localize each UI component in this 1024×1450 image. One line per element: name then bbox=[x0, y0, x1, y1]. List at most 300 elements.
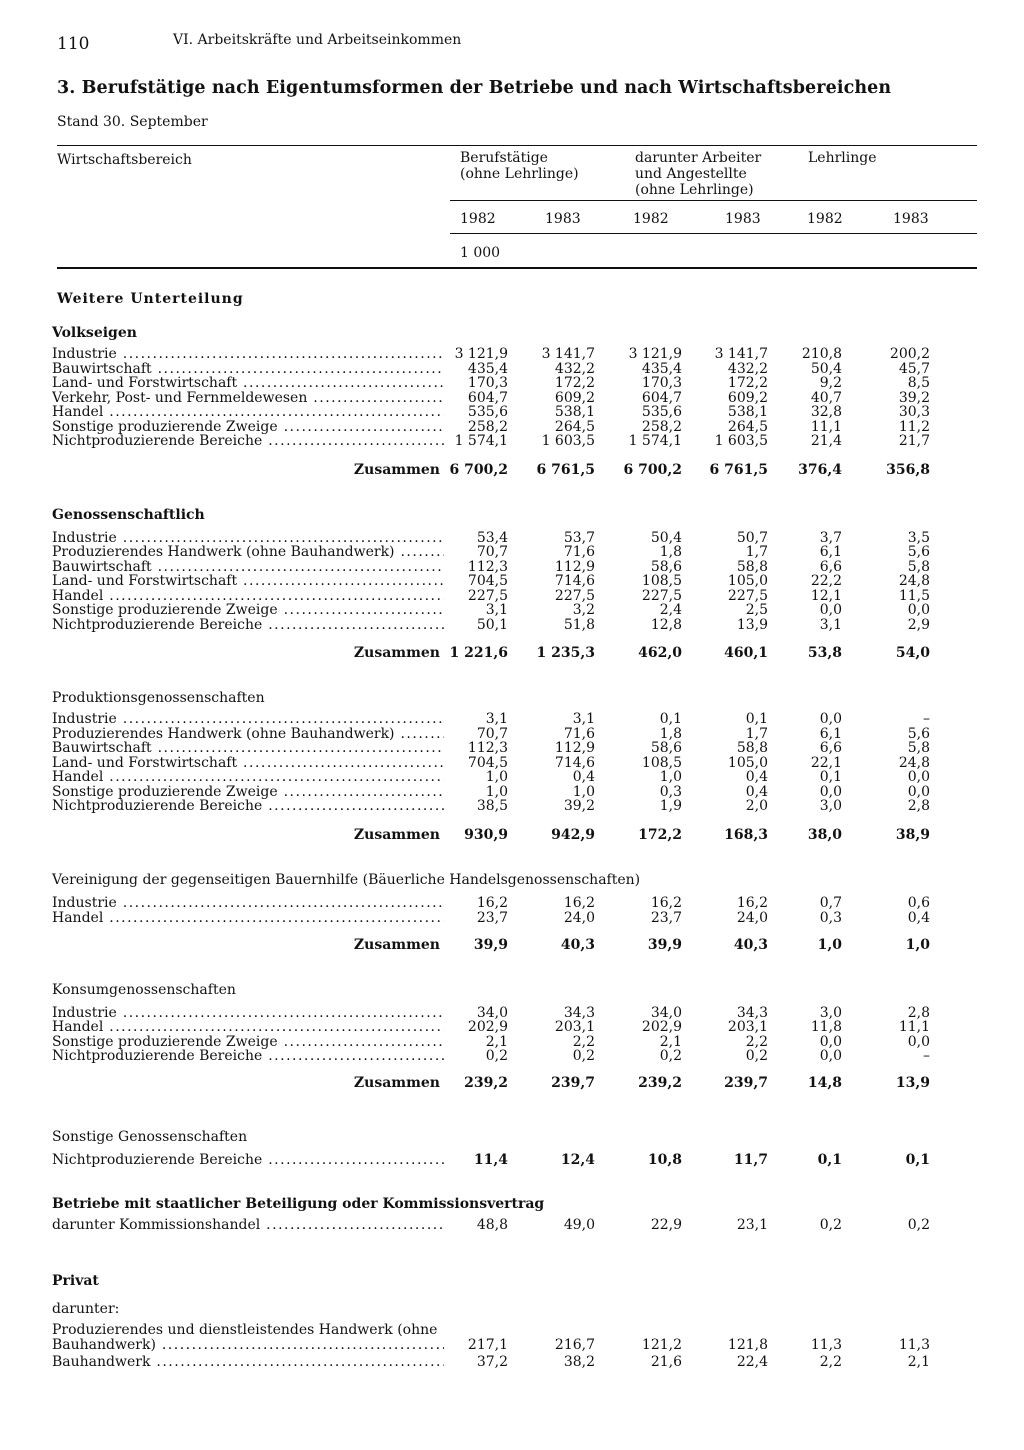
total-value: 239,7 bbox=[724, 1075, 768, 1091]
cell-value: 11,7 bbox=[733, 1152, 768, 1168]
section-title: Betriebe mit staatlicher Beteiligung oder Kommissionsvertrag bbox=[52, 1196, 545, 1212]
cell-value: 1,0 bbox=[485, 769, 508, 785]
cell-value: 58,6 bbox=[650, 740, 682, 756]
section-title: Konsumgenossenschaften bbox=[52, 982, 236, 998]
cell-value: 1 574,1 bbox=[454, 433, 508, 449]
cell-value: 5,8 bbox=[907, 559, 930, 575]
table-row bbox=[0, 531, 1024, 546]
row-label: Produzierendes Handwerk (ohne Bauhandwerk) ..... bbox=[52, 545, 444, 560]
cell-value: – bbox=[923, 1048, 930, 1064]
cell-value: 538,1 bbox=[554, 404, 595, 420]
cell-value: 112,3 bbox=[467, 740, 508, 756]
cell-value: 6,1 bbox=[819, 544, 842, 560]
table-row bbox=[0, 405, 1024, 420]
cell-value: 38,5 bbox=[476, 798, 508, 814]
cell-value: 24,8 bbox=[898, 573, 930, 589]
cell-value: 172,2 bbox=[727, 375, 768, 391]
table-row bbox=[0, 1323, 1024, 1353]
table-row bbox=[0, 434, 1024, 449]
cell-value: 21,7 bbox=[898, 433, 930, 449]
year-header: 1982 bbox=[460, 211, 496, 227]
total-label: Zusammen bbox=[353, 828, 440, 843]
cell-value: 0,4 bbox=[745, 769, 768, 785]
row-label: Produzierendes Handwerk (ohne Bauhandwerk) ..... bbox=[52, 727, 444, 742]
table-row bbox=[0, 1006, 1024, 1021]
cell-value: 264,5 bbox=[554, 419, 595, 435]
cell-value: 2,9 bbox=[907, 617, 930, 633]
cell-value: 45,7 bbox=[898, 361, 930, 377]
row-label: Industrie ..... bbox=[52, 347, 444, 362]
table-row bbox=[0, 1153, 1024, 1168]
row-label: Bauwirtschaft ..... bbox=[52, 560, 444, 575]
cell-value: 16,2 bbox=[476, 895, 508, 911]
row-label-line1: Produzierendes und dienstleistendes Handwerk (ohne bbox=[52, 1323, 438, 1338]
cell-value: 210,8 bbox=[801, 346, 842, 362]
cell-value: 202,9 bbox=[641, 1019, 682, 1035]
total-value: 172,2 bbox=[638, 827, 682, 843]
col-label-header: Wirtschaftsbereich bbox=[57, 152, 192, 168]
row-label: Bauwirtschaft ..... bbox=[52, 362, 444, 377]
cell-value: 0,0 bbox=[907, 769, 930, 785]
cell-value: 535,6 bbox=[467, 404, 508, 420]
total-row bbox=[0, 828, 1024, 843]
cell-value: 202,9 bbox=[467, 1019, 508, 1035]
section-title: Produktionsgenossenschaften bbox=[52, 690, 265, 706]
cell-value: 217,1 bbox=[467, 1337, 508, 1353]
cell-value: 0,2 bbox=[572, 1048, 595, 1064]
cell-value: 609,2 bbox=[727, 390, 768, 406]
cell-value: 2,1 bbox=[485, 1034, 508, 1050]
cell-value: 2,8 bbox=[907, 798, 930, 814]
group2-header bbox=[635, 150, 761, 198]
cell-value: 11,2 bbox=[898, 419, 930, 435]
years-bottom-rule bbox=[450, 233, 977, 234]
total-value: 462,0 bbox=[638, 645, 682, 661]
cell-value: 203,1 bbox=[727, 1019, 768, 1035]
cell-value: 24,0 bbox=[563, 910, 595, 926]
table-row bbox=[0, 756, 1024, 771]
row-label: Handel ..... bbox=[52, 405, 444, 420]
group2-line3: (ohne Lehrlinge) bbox=[635, 182, 754, 198]
cell-value: 432,2 bbox=[554, 361, 595, 377]
cell-value: 0,7 bbox=[819, 895, 842, 911]
cell-value: 0,1 bbox=[745, 711, 768, 727]
cell-value: 6,6 bbox=[819, 559, 842, 575]
cell-value: 3,0 bbox=[819, 1005, 842, 1021]
cell-value: 0,6 bbox=[907, 895, 930, 911]
section-title: Volkseigen bbox=[52, 325, 137, 341]
cell-value: 21,6 bbox=[650, 1354, 682, 1370]
cell-value: 0,0 bbox=[907, 602, 930, 618]
section-subtitle: darunter: bbox=[52, 1301, 120, 1317]
cell-value: 0,0 bbox=[819, 1048, 842, 1064]
cell-value: 58,8 bbox=[736, 559, 768, 575]
cell-value: 0,0 bbox=[907, 784, 930, 800]
cell-value: 50,1 bbox=[476, 617, 508, 633]
cell-value: 0,2 bbox=[659, 1048, 682, 1064]
total-value: 54,0 bbox=[895, 645, 930, 661]
total-value: 53,8 bbox=[807, 645, 842, 661]
total-value: 6 761,5 bbox=[709, 462, 768, 478]
row-label: Land- und Forstwirtschaft ..... bbox=[52, 376, 444, 391]
cell-value: 3,5 bbox=[907, 530, 930, 546]
total-value: 40,3 bbox=[560, 937, 595, 953]
cell-value: 70,7 bbox=[476, 544, 508, 560]
cell-value: 58,8 bbox=[736, 740, 768, 756]
row-label: Industrie ..... bbox=[52, 896, 444, 911]
section-title: Weitere Unterteilung bbox=[57, 291, 244, 307]
table-row bbox=[0, 727, 1024, 742]
year-header: 1982 bbox=[633, 211, 669, 227]
cell-value: 50,4 bbox=[810, 361, 842, 377]
cell-value: 12,8 bbox=[650, 617, 682, 633]
cell-value: 704,5 bbox=[467, 573, 508, 589]
cell-value: 51,8 bbox=[563, 617, 595, 633]
total-value: 376,4 bbox=[798, 462, 842, 478]
row-label: Sonstige produzierende Zweige ..... bbox=[52, 420, 444, 435]
table-row bbox=[0, 545, 1024, 560]
row-label: Nichtproduzierende Bereiche ..... bbox=[52, 799, 444, 814]
cell-value: 1,8 bbox=[659, 544, 682, 560]
cell-value: 1 603,5 bbox=[714, 433, 768, 449]
year-header: 1983 bbox=[545, 211, 581, 227]
cell-value: 5,6 bbox=[907, 544, 930, 560]
cell-value: 0,1 bbox=[819, 769, 842, 785]
cell-value: 16,2 bbox=[650, 895, 682, 911]
cell-value: 105,0 bbox=[727, 755, 768, 771]
cell-value: 22,2 bbox=[810, 573, 842, 589]
cell-value: 121,8 bbox=[727, 1337, 768, 1353]
cell-value: 227,5 bbox=[641, 588, 682, 604]
cell-value: 9,2 bbox=[819, 375, 842, 391]
total-value: 40,3 bbox=[733, 937, 768, 953]
cell-value: 6,6 bbox=[819, 740, 842, 756]
table-row bbox=[0, 1020, 1024, 1035]
table-row bbox=[0, 741, 1024, 756]
cell-value: 2,4 bbox=[659, 602, 682, 618]
cell-value: 13,9 bbox=[736, 617, 768, 633]
cell-value: 6,1 bbox=[819, 726, 842, 742]
cell-value: 37,2 bbox=[476, 1354, 508, 1370]
total-value: 1,0 bbox=[817, 937, 842, 953]
cell-value: 1,0 bbox=[485, 784, 508, 800]
cell-value: 1,8 bbox=[659, 726, 682, 742]
cell-value: 0,1 bbox=[905, 1152, 930, 1168]
total-value: 6 761,5 bbox=[536, 462, 595, 478]
cell-value: 0,2 bbox=[485, 1048, 508, 1064]
cell-value: 264,5 bbox=[727, 419, 768, 435]
cell-value: 203,1 bbox=[554, 1019, 595, 1035]
section-title: Genossenschaftlich bbox=[52, 507, 205, 523]
table-row bbox=[0, 1218, 1024, 1233]
cell-value: 3 141,7 bbox=[714, 346, 768, 362]
row-label: Handel ..... bbox=[52, 911, 444, 926]
header-bottom-rule bbox=[57, 267, 977, 269]
cell-value: 3,1 bbox=[485, 711, 508, 727]
row-label: Nichtproduzierende Bereiche ..... bbox=[52, 1049, 444, 1064]
cell-value: 50,4 bbox=[650, 530, 682, 546]
table-row bbox=[0, 799, 1024, 814]
cell-value: 0,2 bbox=[745, 1048, 768, 1064]
cell-value: 70,7 bbox=[476, 726, 508, 742]
cell-value: 1 574,1 bbox=[628, 433, 682, 449]
total-value: 6 700,2 bbox=[623, 462, 682, 478]
years-top-rule bbox=[450, 200, 977, 201]
table-row bbox=[0, 1049, 1024, 1064]
cell-value: 432,2 bbox=[727, 361, 768, 377]
cell-value: 2,5 bbox=[745, 602, 768, 618]
cell-value: 3 121,9 bbox=[628, 346, 682, 362]
cell-value: 39,2 bbox=[563, 798, 595, 814]
cell-value: 48,8 bbox=[476, 1217, 508, 1233]
cell-value: 1,0 bbox=[659, 769, 682, 785]
table-row bbox=[0, 589, 1024, 604]
cell-value: 535,6 bbox=[641, 404, 682, 420]
table-row bbox=[0, 785, 1024, 800]
table-row bbox=[0, 911, 1024, 926]
row-label: Land- und Forstwirtschaft ..... bbox=[52, 574, 444, 589]
cell-value: 3,2 bbox=[572, 602, 595, 618]
total-label: Zusammen bbox=[353, 1076, 440, 1091]
cell-value: 11,5 bbox=[898, 588, 930, 604]
cell-value: 714,6 bbox=[554, 755, 595, 771]
cell-value: 11,4 bbox=[473, 1152, 508, 1168]
cell-value: 50,7 bbox=[736, 530, 768, 546]
cell-value: 0,3 bbox=[819, 910, 842, 926]
cell-value: 23,1 bbox=[736, 1217, 768, 1233]
cell-value: 227,5 bbox=[727, 588, 768, 604]
total-value: 239,7 bbox=[551, 1075, 595, 1091]
row-label: darunter Kommissionshandel ..... bbox=[52, 1218, 444, 1233]
cell-value: 0,0 bbox=[819, 784, 842, 800]
cell-value: 8,5 bbox=[907, 375, 930, 391]
cell-value: 3 121,9 bbox=[454, 346, 508, 362]
cell-value: 30,3 bbox=[898, 404, 930, 420]
cell-value: 2,1 bbox=[659, 1034, 682, 1050]
year-header: 1983 bbox=[725, 211, 761, 227]
cell-value: 58,6 bbox=[650, 559, 682, 575]
total-value: 460,1 bbox=[724, 645, 768, 661]
cell-value: 22,1 bbox=[810, 755, 842, 771]
row-label: Handel ..... bbox=[52, 770, 444, 785]
cell-value: 172,2 bbox=[554, 375, 595, 391]
table-row bbox=[0, 391, 1024, 406]
cell-value: 2,2 bbox=[572, 1034, 595, 1050]
table-row bbox=[0, 1355, 1024, 1370]
row-label: Nichtproduzierende Bereiche ..... bbox=[52, 618, 444, 633]
table-row bbox=[0, 362, 1024, 377]
row-label: Bauhandwerk) ..... bbox=[52, 1338, 444, 1353]
cell-value: 49,0 bbox=[563, 1217, 595, 1233]
cell-value: 11,1 bbox=[810, 419, 842, 435]
cell-value: 704,5 bbox=[467, 755, 508, 771]
cell-value: 34,0 bbox=[650, 1005, 682, 1021]
cell-value: 1,0 bbox=[572, 784, 595, 800]
cell-value: 0,1 bbox=[659, 711, 682, 727]
total-value: 239,2 bbox=[638, 1075, 682, 1091]
total-value: 39,9 bbox=[473, 937, 508, 953]
cell-value: 121,2 bbox=[641, 1337, 682, 1353]
cell-value: 11,8 bbox=[810, 1019, 842, 1035]
cell-value: 1 603,5 bbox=[541, 433, 595, 449]
cell-value: 38,2 bbox=[563, 1354, 595, 1370]
group3-header: Lehrlinge bbox=[808, 150, 877, 166]
cell-value: 0,2 bbox=[907, 1217, 930, 1233]
cell-value: – bbox=[923, 711, 930, 727]
cell-value: 11,1 bbox=[898, 1019, 930, 1035]
cell-value: 0,4 bbox=[572, 769, 595, 785]
cell-value: 0,4 bbox=[745, 784, 768, 800]
cell-value: 105,0 bbox=[727, 573, 768, 589]
cell-value: 227,5 bbox=[467, 588, 508, 604]
cell-value: 0,0 bbox=[819, 711, 842, 727]
table-row bbox=[0, 618, 1024, 633]
cell-value: 0,0 bbox=[907, 1034, 930, 1050]
total-row bbox=[0, 463, 1024, 478]
cell-value: 112,9 bbox=[554, 740, 595, 756]
cell-value: 39,2 bbox=[898, 390, 930, 406]
cell-value: 21,4 bbox=[810, 433, 842, 449]
table-row bbox=[0, 574, 1024, 589]
chapter-title: VI. Arbeitskräfte und Arbeitseinkommen bbox=[173, 32, 462, 48]
cell-value: 12,1 bbox=[810, 588, 842, 604]
cell-value: 3,1 bbox=[572, 711, 595, 727]
section-title: Sonstige Genossenschaften bbox=[52, 1129, 248, 1145]
total-value: 356,8 bbox=[886, 462, 930, 478]
total-label: Zusammen bbox=[353, 463, 440, 478]
cell-value: 1,7 bbox=[745, 544, 768, 560]
total-row bbox=[0, 938, 1024, 953]
cell-value: 435,4 bbox=[641, 361, 682, 377]
cell-value: 3,0 bbox=[819, 798, 842, 814]
row-label: Nichtproduzierende Bereiche ..... bbox=[52, 1153, 444, 1168]
table-row bbox=[0, 347, 1024, 362]
cell-value: 0,4 bbox=[907, 910, 930, 926]
cell-value: 34,3 bbox=[563, 1005, 595, 1021]
total-value: 1,0 bbox=[905, 937, 930, 953]
total-value: 14,8 bbox=[807, 1075, 842, 1091]
cell-value: 1,9 bbox=[659, 798, 682, 814]
cell-value: 604,7 bbox=[467, 390, 508, 406]
cell-value: 3,1 bbox=[485, 602, 508, 618]
section-title: Vereinigung der gegenseitigen Bauernhilfe (Bäuerliche Handelsgenossenschaften) bbox=[52, 872, 641, 888]
row-label: Verkehr, Post- und Fernmeldewesen ..... bbox=[52, 391, 444, 406]
cell-value: 2,0 bbox=[745, 798, 768, 814]
table-row bbox=[0, 560, 1024, 575]
total-value: 6 700,2 bbox=[449, 462, 508, 478]
table-row bbox=[0, 420, 1024, 435]
cell-value: 2,2 bbox=[745, 1034, 768, 1050]
total-value: 38,9 bbox=[895, 827, 930, 843]
cell-value: 53,4 bbox=[476, 530, 508, 546]
table-row bbox=[0, 603, 1024, 618]
group1-line2: (ohne Lehrlinge) bbox=[460, 166, 579, 182]
row-label: Bauhandwerk ..... bbox=[52, 1355, 444, 1370]
total-value: 39,9 bbox=[647, 937, 682, 953]
group2-line1: darunter Arbeiter bbox=[635, 150, 762, 166]
row-label: Nichtproduzierende Bereiche ..... bbox=[52, 434, 444, 449]
cell-value: 2,2 bbox=[819, 1354, 842, 1370]
cell-value: 71,6 bbox=[563, 544, 595, 560]
row-label: Industrie ..... bbox=[52, 531, 444, 546]
total-value: 930,9 bbox=[464, 827, 508, 843]
cell-value: 216,7 bbox=[554, 1337, 595, 1353]
row-label: Industrie ..... bbox=[52, 1006, 444, 1021]
cell-value: 108,5 bbox=[641, 573, 682, 589]
cell-value: 34,3 bbox=[736, 1005, 768, 1021]
cell-value: 32,8 bbox=[810, 404, 842, 420]
total-value: 239,2 bbox=[464, 1075, 508, 1091]
cell-value: 0,0 bbox=[819, 602, 842, 618]
table-title: 3. Berufstätige nach Eigentumsformen der Betriebe und nach Wirtschaftsbereichen bbox=[57, 78, 892, 98]
cell-value: 5,6 bbox=[907, 726, 930, 742]
total-label: Zusammen bbox=[353, 646, 440, 661]
cell-value: 200,2 bbox=[889, 346, 930, 362]
cell-value: 11,3 bbox=[898, 1337, 930, 1353]
row-label: Bauwirtschaft ..... bbox=[52, 741, 444, 756]
cell-value: 10,8 bbox=[647, 1152, 682, 1168]
total-label: Zusammen bbox=[353, 938, 440, 953]
table-row bbox=[0, 770, 1024, 785]
cell-value: 2,8 bbox=[907, 1005, 930, 1021]
cell-value: 435,4 bbox=[467, 361, 508, 377]
cell-value: 538,1 bbox=[727, 404, 768, 420]
total-value: 38,0 bbox=[807, 827, 842, 843]
cell-value: 34,0 bbox=[476, 1005, 508, 1021]
page-number: 110 bbox=[57, 34, 90, 54]
group1-line1: Berufstätige bbox=[460, 150, 548, 166]
total-row bbox=[0, 1076, 1024, 1091]
cell-value: 2,1 bbox=[907, 1354, 930, 1370]
total-value: 168,3 bbox=[724, 827, 768, 843]
cell-value: 112,9 bbox=[554, 559, 595, 575]
cell-value: 0,2 bbox=[819, 1217, 842, 1233]
cell-value: 53,7 bbox=[563, 530, 595, 546]
cell-value: 71,6 bbox=[563, 726, 595, 742]
cell-value: 112,3 bbox=[467, 559, 508, 575]
cell-value: 3 141,7 bbox=[541, 346, 595, 362]
cell-value: 3,1 bbox=[819, 617, 842, 633]
table-row bbox=[0, 1035, 1024, 1050]
row-label: Land- und Forstwirtschaft ..... bbox=[52, 756, 444, 771]
group2-line2: und Angestellte bbox=[635, 166, 747, 182]
cell-value: 16,2 bbox=[563, 895, 595, 911]
cell-value: 0,0 bbox=[819, 1034, 842, 1050]
total-row bbox=[0, 646, 1024, 661]
cell-value: 24,8 bbox=[898, 755, 930, 771]
cell-value: 12,4 bbox=[560, 1152, 595, 1168]
cell-value: 16,2 bbox=[736, 895, 768, 911]
cell-value: 40,7 bbox=[810, 390, 842, 406]
row-label: Sonstige produzierende Zweige ..... bbox=[52, 603, 444, 618]
cell-value: 11,3 bbox=[810, 1337, 842, 1353]
row-label: Sonstige produzierende Zweige ..... bbox=[52, 785, 444, 800]
cell-value: 22,9 bbox=[650, 1217, 682, 1233]
total-value: 942,9 bbox=[551, 827, 595, 843]
cell-value: 609,2 bbox=[554, 390, 595, 406]
year-header: 1982 bbox=[807, 211, 843, 227]
cell-value: 3,7 bbox=[819, 530, 842, 546]
row-label: Industrie ..... bbox=[52, 712, 444, 727]
cell-value: 604,7 bbox=[641, 390, 682, 406]
cell-value: 23,7 bbox=[650, 910, 682, 926]
cell-value: 714,6 bbox=[554, 573, 595, 589]
cell-value: 258,2 bbox=[641, 419, 682, 435]
cell-value: 22,4 bbox=[736, 1354, 768, 1370]
row-label: Handel ..... bbox=[52, 589, 444, 604]
table-row bbox=[0, 376, 1024, 391]
total-value: 1 221,6 bbox=[449, 645, 508, 661]
